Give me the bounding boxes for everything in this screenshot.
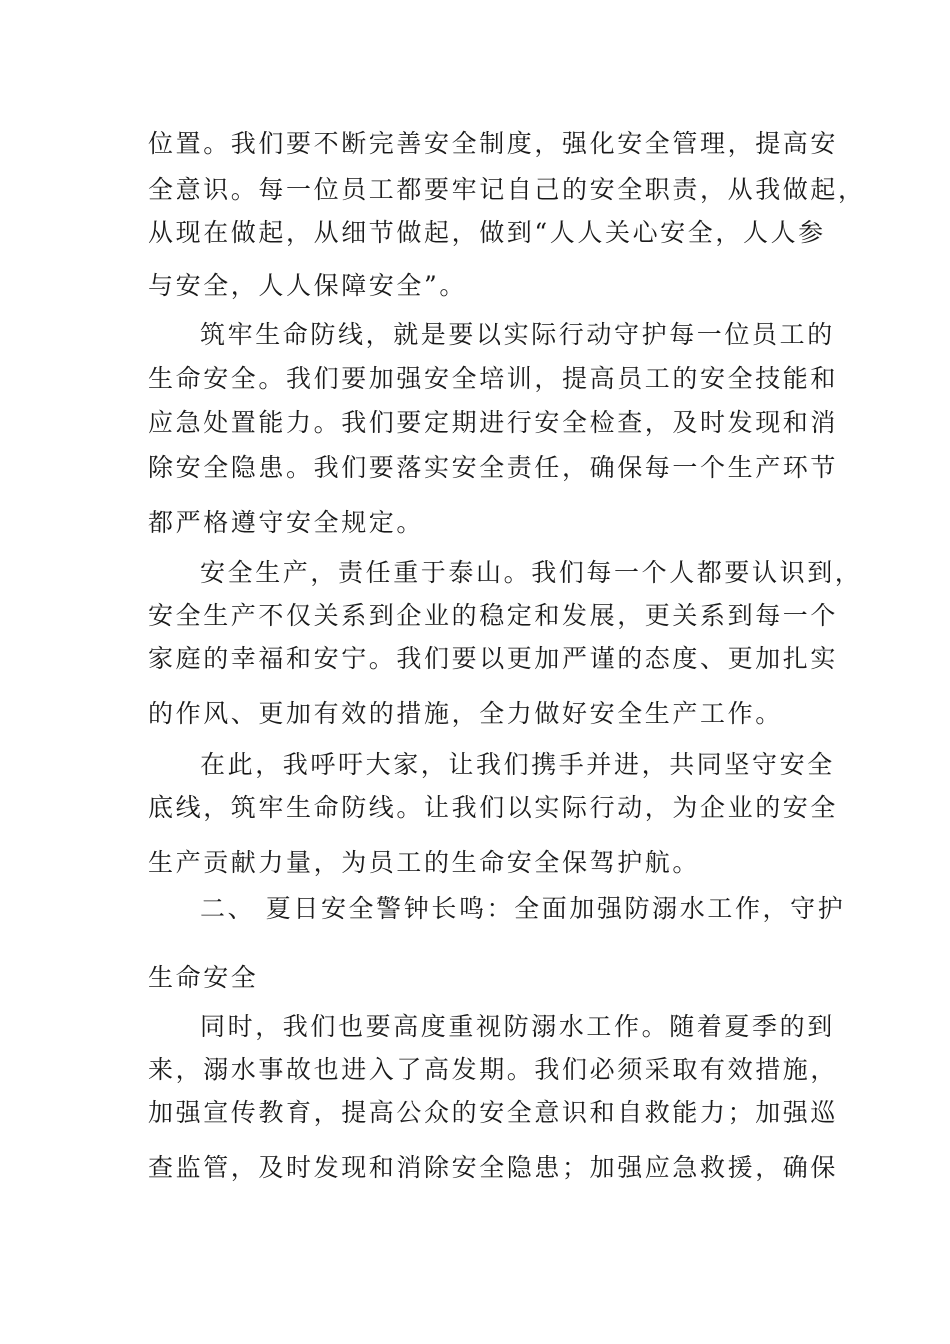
text-line: 从现在做起，从细节做起，做到“人人关心安全，人人参	[148, 218, 826, 247]
text-line: 同时，我们也要高度重视防溺水工作。随着夏季的到	[200, 1012, 835, 1041]
text-line: 底线，筑牢生命防线。让我们以实际行动，为企业的安全	[148, 793, 839, 822]
text-line: 筑牢生命防线，就是要以实际行动守护每一位员工的	[200, 320, 835, 349]
text-line: 除安全隐患。我们要落实安全责任，确保每一个生产环节	[148, 453, 839, 482]
text-line: 位置。我们要不断完善安全制度，强化安全管理，提高安	[148, 129, 839, 158]
text-line: 在此，我呼吁大家，让我们携手并进，共同坚守安全	[200, 750, 835, 779]
text-line: 查监管，及时发现和消除安全隐患；加强应急救援，确保	[148, 1153, 839, 1182]
text-line: 加强宣传教育，提高公众的安全意识和自救能力；加强巡	[148, 1098, 839, 1127]
text-line: 生产贡献力量，为员工的生命安全保驾护航。	[148, 848, 701, 877]
text-line: 家庭的幸福和安宁。我们要以更加严谨的态度、更加扎实	[148, 644, 839, 673]
text-line: 来，溺水事故也进入了高发期。我们必须采取有效措施，	[148, 1055, 839, 1084]
heading-line: 二、 夏日安全警钟长鸣：全面加强防溺水工作，守护	[200, 894, 846, 923]
text-line: 都严格遵守安全规定。	[148, 508, 425, 537]
text-line: 与安全，人人保障安全”。	[148, 271, 467, 300]
text-line: 的作风、更加有效的措施，全力做好安全生产工作。	[148, 699, 783, 728]
text-line: 安全生产，责任重于泰山。我们每一个人都要认识到，	[200, 558, 863, 587]
text-line: 生命安全。我们要加强安全培训，提高员工的安全技能和	[148, 364, 839, 393]
text-line: 安全生产不仅关系到企业的稳定和发展，更关系到每一个	[148, 601, 839, 630]
text-line: 全意识。每一位员工都要牢记自己的安全职责，从我做起，	[148, 175, 866, 204]
text-line: 应急处置能力。我们要定期进行安全检查，及时发现和消	[148, 408, 839, 437]
heading-line: 生命安全	[148, 963, 259, 992]
